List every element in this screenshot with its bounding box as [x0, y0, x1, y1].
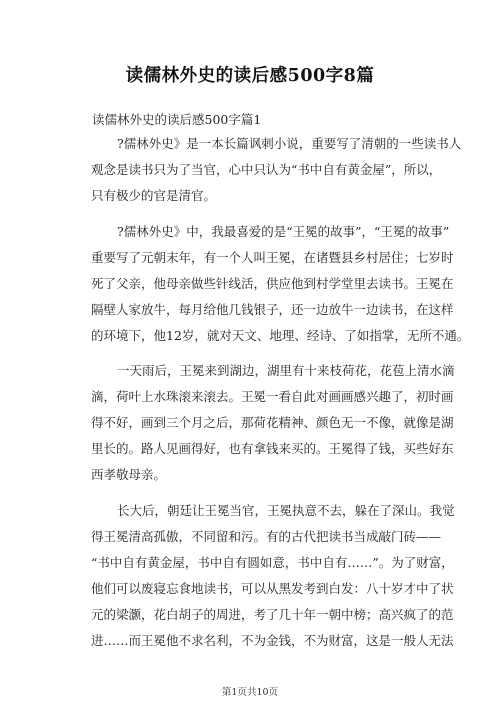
text-line: 观念是读书只为了当官，心中只认为“书中自有黄金屋”，所以，	[91, 162, 442, 177]
text-line: ?儒林外史》是一本长篇讽刺小说，重要写了清朝的一些读书人	[117, 136, 462, 151]
text-line: 长大后，朝廷让王冕当官，王冕执意不去，躲在了深山。我觉	[117, 503, 455, 518]
text-line: 一天雨后，王冕来到湖边，湖里有十来枝荷花，花苞上清水滴	[117, 363, 455, 378]
text-line: 的环境下，他12岁，就对天文、地理、经诗、了如指掌，无所不通。	[91, 328, 470, 343]
section-heading: 读儒林外史的读后感500字篇1	[92, 112, 262, 127]
text-line: 他们可以废寝忘食地读书，可以从黑发考到白发：八十岁才中了状	[91, 581, 454, 596]
text-line: ?儒林外史》中，我最喜爱的是“王冕的故事”，“王冕的故事”	[117, 224, 450, 239]
text-line: 只有极少的官是清官。	[91, 188, 217, 203]
text-line: 元的梁灏，花白胡子的周进，考了几十年一朝中榜；高兴疯了的范	[91, 607, 454, 622]
text-line: 得不好，画到三个月之后，那荷花精神、颜色无一不像，就像是湖	[91, 415, 454, 430]
text-line: 西孝敬母亲。	[91, 467, 167, 482]
text-line: “书中自有黄金屋，书中自有圆如意，书中自有……”。为了财富，	[91, 555, 454, 570]
text-line: 得王冕清高孤傲，不同留和污。有的古代把读书当成敲门砖——	[91, 529, 442, 544]
text-line: 进……而王冕他不求名利，不为金钱，不为财富，这是一般人无法	[91, 633, 454, 648]
page-number: 第1页共10页	[221, 687, 279, 698]
document-title: 读儒林外史的读后感500字8篇	[125, 66, 375, 86]
text-line: 滴，荷叶上水珠滚来滚去。王冕一看自此对画画感兴趣了，初时画	[91, 389, 454, 404]
text-line: 死了父亲，他母亲做些针线活，供应他到村学堂里去读书。王冕在	[91, 276, 454, 291]
text-line: 重要写了元朝末年，有一个人叫王冕，在诸暨县乡村居住；七岁时	[91, 250, 454, 265]
text-line: 里长的。路人见画得好，也有拿钱来买的。王冕得了钱，买些好东	[91, 441, 454, 456]
text-line: 隔壁人家放牛，每月给他几钱银子，还一边放牛一边读书，在这样	[91, 302, 454, 317]
